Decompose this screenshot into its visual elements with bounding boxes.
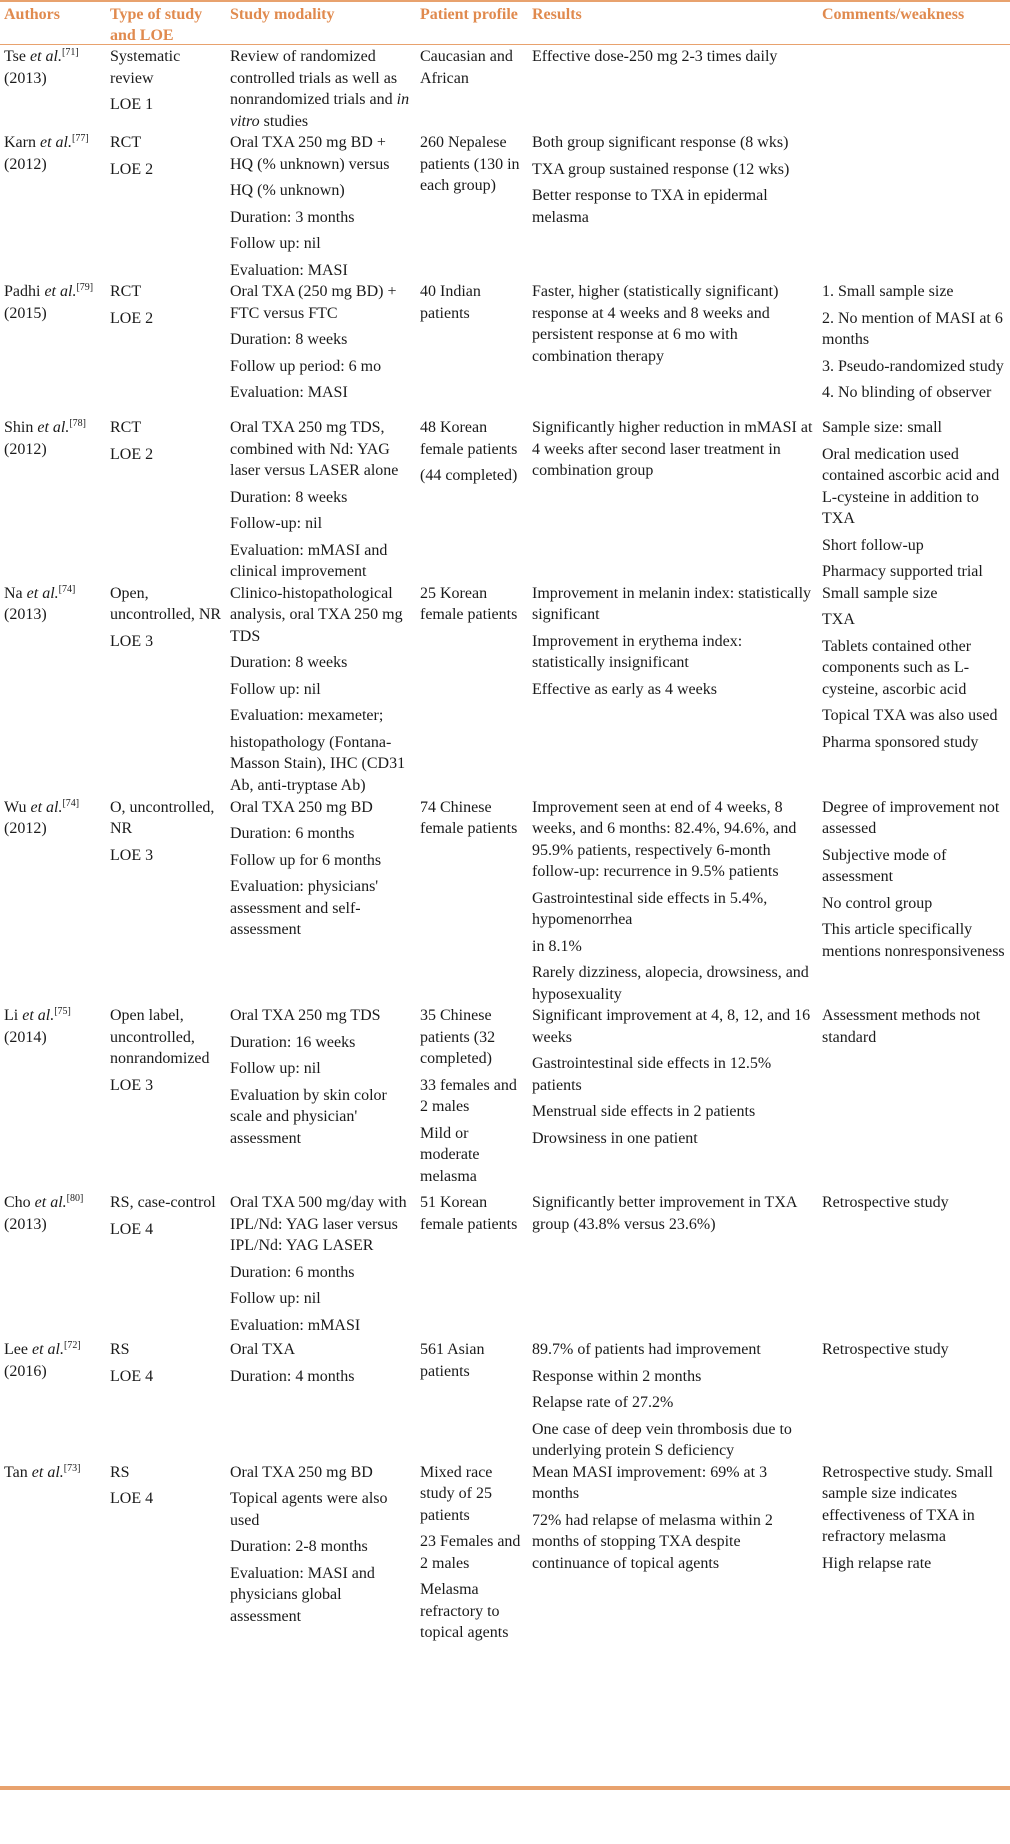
comments-line: Short follow-up — [822, 536, 924, 554]
in-vitro-italic: in vitro — [230, 91, 410, 130]
author-cell — [0, 417, 106, 583]
patients-line: 33 females and 2 males — [420, 1076, 517, 1115]
table-bottom-rule — [0, 1786, 1010, 1790]
type-line: RS — [110, 1463, 130, 1481]
author-cell — [0, 1339, 106, 1462]
results-line: Significantly better improvement in TXA group (43.8% versus 23.6%) — [532, 1194, 797, 1233]
results-cell — [528, 132, 818, 281]
comments-line: No control group — [822, 894, 933, 912]
header-row — [0, 2, 1010, 46]
author-et-al: et al. — [39, 134, 72, 151]
results-line: Significantly higher reduction in mMASI at 4 weeks after second laser treatment in combination group — [532, 419, 813, 479]
comments-line: Sample size: small — [822, 419, 942, 436]
modality-line: Oral TXA 250 mg BD — [230, 1463, 373, 1481]
comments-cell — [818, 1339, 1010, 1462]
modality-line: Oral TXA 250 mg TDS — [230, 1007, 381, 1024]
type-line: Open, uncontrolled, NR — [110, 584, 222, 623]
author-name: Tse — [4, 48, 26, 65]
modality-cell — [226, 132, 416, 281]
author-cell — [0, 583, 106, 797]
modality-cell — [226, 1005, 416, 1192]
author-cell — [0, 46, 106, 132]
modality-cell — [226, 797, 416, 1006]
results-line: Better response to TXA in epidermal melasma — [532, 187, 768, 226]
table-body — [0, 46, 1010, 1844]
author-name: Na — [4, 584, 23, 602]
author-et-al: et al. — [31, 1341, 64, 1358]
author-citation — [4, 1005, 102, 1027]
author-name: Karn — [4, 134, 36, 151]
patients-cell — [416, 1192, 528, 1339]
results-cell — [528, 281, 818, 417]
type-cell — [106, 46, 226, 132]
results-line: Drowsiness in one patient — [532, 1129, 698, 1147]
author-et-al: et al. — [31, 1463, 64, 1481]
type-line: LOE 4 — [110, 1367, 154, 1385]
patients-cell — [416, 1005, 528, 1192]
comments-line: Subjective mode of assessment — [822, 846, 947, 885]
type-line: LOE 1 — [110, 96, 154, 113]
comments-line: 2. No mention of MASI at 6 months — [822, 309, 1003, 348]
type-line: LOE 2 — [110, 309, 154, 327]
author-year: (2013) — [4, 606, 47, 623]
results-line: Effective dose-250 mg 2-3 times daily — [532, 48, 778, 65]
patients-line: Caucasian and African — [420, 48, 513, 87]
author-citation — [4, 1339, 102, 1361]
modality-line: Evaluation: physicians' assessment and self-assessment — [230, 878, 379, 938]
comments-line: Retrospective study — [822, 1194, 949, 1211]
modality-line: Evaluation: MASI — [230, 261, 348, 279]
type-cell — [106, 132, 226, 281]
modality-line: Clinico-histopathological analysis, oral TXA 250 mg TDS — [230, 584, 403, 645]
modality-line: Oral TXA 250 mg TDS, combined with Nd: YAG laser versus LASER alone — [230, 419, 399, 479]
results-line: Improvement in melanin index: statistically significant — [532, 584, 812, 623]
author-citation — [4, 583, 102, 605]
comments-cell — [818, 132, 1010, 281]
author-reference: [80] — [66, 1193, 84, 1204]
author-name: Shin — [4, 419, 34, 436]
results-cell — [528, 417, 818, 583]
patients-cell — [416, 281, 528, 417]
results-line: Relapse rate of 27.2% — [532, 1394, 674, 1411]
author-cell — [0, 132, 106, 281]
author-year: (2013) — [4, 1215, 47, 1233]
modality-cell — [226, 1192, 416, 1339]
results-line: Mean MASI improvement: 69% at 3 months — [532, 1463, 768, 1502]
author-year: (2014) — [4, 1028, 47, 1046]
patients-cell — [416, 1339, 528, 1462]
author-name: Li — [4, 1007, 19, 1024]
patients-line: (44 completed) — [420, 467, 518, 484]
modality-line: Duration: 8 weeks — [230, 488, 348, 506]
modality-line: Oral TXA (250 mg BD) + FTC versus FTC — [230, 283, 397, 322]
modality-line: Follow up: nil — [230, 1290, 321, 1307]
patients-line: 561 Asian patients — [420, 1341, 485, 1380]
author-reference: [72] — [63, 1340, 81, 1351]
author-year: (2012) — [4, 155, 47, 173]
author-reference: [78] — [69, 418, 87, 429]
modality-line: Evaluation: MASI and physicians global assessment — [230, 1564, 375, 1625]
modality-line: Follow up for 6 months — [230, 851, 382, 869]
results-line: TXA group sustained response (12 wks) — [532, 160, 790, 178]
type-line: LOE 3 — [110, 632, 154, 650]
modality-line: Oral TXA 500 mg/day with IPL/Nd: YAG laser versus IPL/Nd: YAG LASER — [230, 1194, 407, 1254]
author-citation — [4, 417, 102, 439]
author-et-al: et al. — [34, 1194, 67, 1211]
author-reference: [79] — [76, 282, 94, 293]
patients-cell — [416, 46, 528, 132]
modality-line: Duration: 2-8 months — [230, 1538, 368, 1555]
type-cell — [106, 1339, 226, 1462]
patients-line: Melasma refractory to topical agents — [420, 1581, 509, 1641]
results-line: Effective as early as 4 weeks — [532, 680, 717, 698]
comments-cell — [818, 1192, 1010, 1339]
table-row — [0, 797, 1010, 1006]
results-line: Both group significant response (8 wks) — [532, 134, 789, 151]
modality-line: Duration: 6 months — [230, 1263, 355, 1281]
patients-line: 40 Indian patients — [420, 283, 481, 322]
author-name: Tan — [4, 1463, 28, 1481]
modality-line: Evaluation by skin color scale and physician' assessment — [230, 1086, 387, 1147]
modality-line: Follow up: nil — [230, 1060, 321, 1077]
type-line: Systematic review — [110, 48, 181, 87]
type-line: RCT — [110, 283, 142, 300]
type-line: RS, case-control — [110, 1194, 216, 1211]
table-row — [0, 1192, 1010, 1339]
comments-line: Degree of improvement not assessed — [822, 798, 1000, 837]
author-year: (2012) — [4, 820, 47, 837]
modality-line: Follow up period: 6 mo — [230, 357, 382, 375]
author-cell — [0, 1192, 106, 1339]
results-line: Rarely dizziness, alopecia, drowsiness, and hyposexuality — [532, 964, 809, 1003]
patients-cell — [416, 417, 528, 583]
modality-line: Evaluation: MASI — [230, 384, 348, 401]
patients-cell — [416, 132, 528, 281]
author-year: (2016) — [4, 1362, 47, 1380]
author-reference: [71] — [61, 47, 79, 58]
comments-line: Topical TXA was also used — [822, 707, 998, 724]
patients-line: 51 Korean female patients — [420, 1194, 518, 1233]
author-et-al: et al. — [29, 48, 62, 65]
results-cell — [528, 1192, 818, 1339]
table-row — [0, 281, 1010, 417]
results-line: Significant improvement at 4, 8, 12, and 16 weeks — [532, 1007, 811, 1046]
comments-cell — [818, 1005, 1010, 1192]
type-line: RCT — [110, 134, 142, 151]
results-line: One case of deep vein thrombosis due to underlying protein S deficiency — [532, 1420, 792, 1459]
type-line: LOE 4 — [110, 1490, 154, 1507]
results-line: Improvement seen at end of 4 weeks, 8 weeks, and 6 months: 82.4%, 94.6%, and 95.9% patients, respectively 6-month follow-up: recurrence in 9.5% patients — [532, 798, 797, 880]
patients-line: Mixed race study of 25 patients — [420, 1463, 493, 1524]
table-row — [0, 1339, 1010, 1462]
author-reference: [74] — [62, 797, 80, 809]
author-et-al: et al. — [22, 1007, 55, 1024]
table-row — [0, 417, 1010, 583]
modality-line: Duration: 6 months — [230, 825, 355, 842]
type-cell — [106, 417, 226, 583]
results-cell — [528, 1339, 818, 1462]
modality-cell — [226, 583, 416, 797]
studies-table — [0, 2, 1010, 1844]
author-name: Lee — [4, 1341, 28, 1358]
modality-line: Oral TXA — [230, 1341, 296, 1358]
author-year: (2015) — [4, 304, 47, 322]
results-line: 89.7% of patients had improvement — [532, 1341, 761, 1358]
comments-line: 4. No blinding of observer — [822, 384, 992, 401]
author-citation — [4, 1462, 102, 1484]
type-line: RCT — [110, 419, 142, 436]
header-authors: Authors — [4, 6, 61, 23]
author-et-al: et al. — [44, 283, 77, 300]
patients-line: Mild or moderate melasma — [420, 1124, 480, 1185]
header-patients: Patient profile — [420, 6, 518, 23]
author-citation — [4, 1192, 102, 1214]
patients-line: 25 Korean female patients — [420, 584, 518, 623]
modality-line: Review of randomized controlled trials as well as nonrandomized trials and in vitro studies — [230, 48, 410, 130]
modality-line: Duration: 8 weeks — [230, 654, 348, 671]
type-line: LOE 3 — [110, 1076, 154, 1094]
results-line: Response within 2 months — [532, 1367, 702, 1385]
modality-line: Follow up: nil — [230, 235, 321, 252]
modality-line: Follow up: nil — [230, 680, 321, 698]
modality-line: Evaluation: mMASI and clinical improvement — [230, 541, 388, 580]
author-citation — [4, 281, 102, 303]
type-cell — [106, 1192, 226, 1339]
comments-cell — [818, 281, 1010, 417]
patients-line: 260 Nepalese patients (130 in each group) — [420, 134, 520, 194]
table-row — [0, 46, 1010, 132]
comments-cell — [818, 583, 1010, 797]
comments-cell — [818, 46, 1010, 132]
author-et-al: et al. — [30, 798, 63, 816]
modality-line: Oral TXA 250 mg BD + HQ (% unknown) versus — [230, 134, 390, 173]
results-line: Improvement in erythema index: statistically insignificant — [532, 632, 743, 671]
comments-line: Pharmacy supported trial — [822, 563, 983, 580]
type-line: LOE 2 — [110, 160, 154, 178]
modality-line: Oral TXA 250 mg BD — [230, 798, 373, 816]
type-line: Open label, uncontrolled, nonrandomized — [110, 1007, 210, 1067]
comments-line: 3. Pseudo-randomized study — [822, 357, 1004, 375]
patients-cell — [416, 583, 528, 797]
comments-cell — [818, 417, 1010, 583]
comments-line: Small sample size — [822, 584, 938, 602]
author-cell — [0, 797, 106, 1006]
results-line: 72% had relapse of melasma within 2 months of stopping TXA despite continuance of topical agents — [532, 1511, 773, 1572]
table-row — [0, 132, 1010, 281]
modality-line: histopathology (Fontana-Masson Stain), IHC (CD31 Ab, anti-tryptase Ab) — [230, 733, 406, 794]
comments-line: Pharma sponsored study — [822, 733, 979, 751]
author-reference: [75] — [54, 1006, 71, 1017]
modality-cell — [226, 46, 416, 132]
author-name: Wu — [4, 798, 27, 816]
type-line: LOE 4 — [110, 1220, 154, 1238]
comments-cell — [818, 797, 1010, 1006]
results-line: Gastrointestinal side effects in 5.4%, hypomenorrhea — [532, 889, 768, 928]
author-citation — [4, 797, 102, 819]
patients-line: 74 Chinese female patients — [420, 798, 518, 837]
patients-line: 23 Females and 2 males — [420, 1533, 521, 1572]
patients-line: 35 Chinese patients (32 completed) — [420, 1007, 496, 1067]
type-line: O, uncontrolled, NR — [110, 798, 215, 837]
type-line: RS — [110, 1341, 130, 1358]
results-cell — [528, 583, 818, 797]
modality-line: Duration: 4 months — [230, 1367, 355, 1385]
modality-cell — [226, 417, 416, 583]
author-citation — [4, 46, 102, 68]
modality-line: Duration: 3 months — [230, 208, 355, 226]
results-line: Menstrual side effects in 2 patients — [532, 1103, 756, 1120]
comments-line: Retrospective study — [822, 1341, 949, 1358]
author-year: (2013) — [4, 69, 47, 87]
patients-cell — [416, 797, 528, 1006]
modality-line: HQ (% unknown) — [230, 182, 345, 199]
type-cell — [106, 797, 226, 1006]
author-citation — [4, 132, 102, 154]
type-line: LOE 2 — [110, 445, 154, 463]
author-et-al: et al. — [37, 419, 70, 436]
modality-line: Duration: 16 weeks — [230, 1033, 356, 1051]
author-et-al: et al. — [26, 584, 59, 602]
modality-line: Duration: 8 weeks — [230, 331, 348, 348]
comments-line: Oral medication used contained ascorbic acid and L-cysteine in addition to TXA — [822, 445, 1000, 527]
modality-line: Topical agents were also used — [230, 1490, 388, 1529]
table-row — [0, 583, 1010, 797]
author-reference: [74] — [58, 583, 76, 595]
type-cell — [106, 1005, 226, 1192]
type-cell — [106, 281, 226, 417]
patients-line: 48 Korean female patients — [420, 419, 518, 458]
results-line: Faster, higher (statistically significant) response at 4 weeks and 8 weeks and persistent response at 6 mo with combination therapy — [532, 283, 779, 365]
modality-cell — [226, 281, 416, 417]
comments-line: This article specifically mentions nonresponsiveness — [822, 921, 1005, 960]
author-reference: [77] — [71, 133, 89, 144]
modality-cell — [226, 1339, 416, 1462]
results-cell — [528, 1005, 818, 1192]
header-type: Type of study and LOE — [110, 6, 203, 44]
author-reference: [73] — [63, 1462, 81, 1474]
author-cell — [0, 1005, 106, 1192]
modality-line: Follow-up: nil — [230, 515, 323, 532]
author-cell — [0, 281, 106, 417]
results-line: Gastrointestinal side effects in 12.5% patients — [532, 1055, 772, 1094]
type-line: LOE 3 — [110, 846, 154, 864]
modality-line: Evaluation: mMASI — [230, 1316, 361, 1334]
header-results: Results — [532, 6, 582, 23]
author-name: Padhi — [4, 283, 41, 300]
table-row — [0, 1005, 1010, 1192]
comments-line: 1. Small sample size — [822, 283, 954, 300]
comments-line: Retrospective study. Small sample size indicates effectiveness of TXA in refractory melasma — [822, 1463, 993, 1545]
comments-line: TXA — [822, 611, 855, 628]
comments-line: Tablets contained other components such as L-cysteine, ascorbic acid — [822, 637, 972, 698]
header-comments: Comments/weakness — [822, 6, 965, 23]
comments-line: High relapse rate — [822, 1554, 932, 1572]
results-line: in 8.1% — [532, 937, 582, 955]
comments-line: Assessment methods not standard — [822, 1007, 981, 1046]
author-name: Cho — [4, 1194, 31, 1211]
author-year: (2012) — [4, 440, 47, 458]
type-cell — [106, 583, 226, 797]
modality-line: Evaluation: mexameter; — [230, 707, 384, 724]
header-modality: Study modality — [230, 6, 335, 23]
results-cell — [528, 46, 818, 132]
results-cell — [528, 797, 818, 1006]
